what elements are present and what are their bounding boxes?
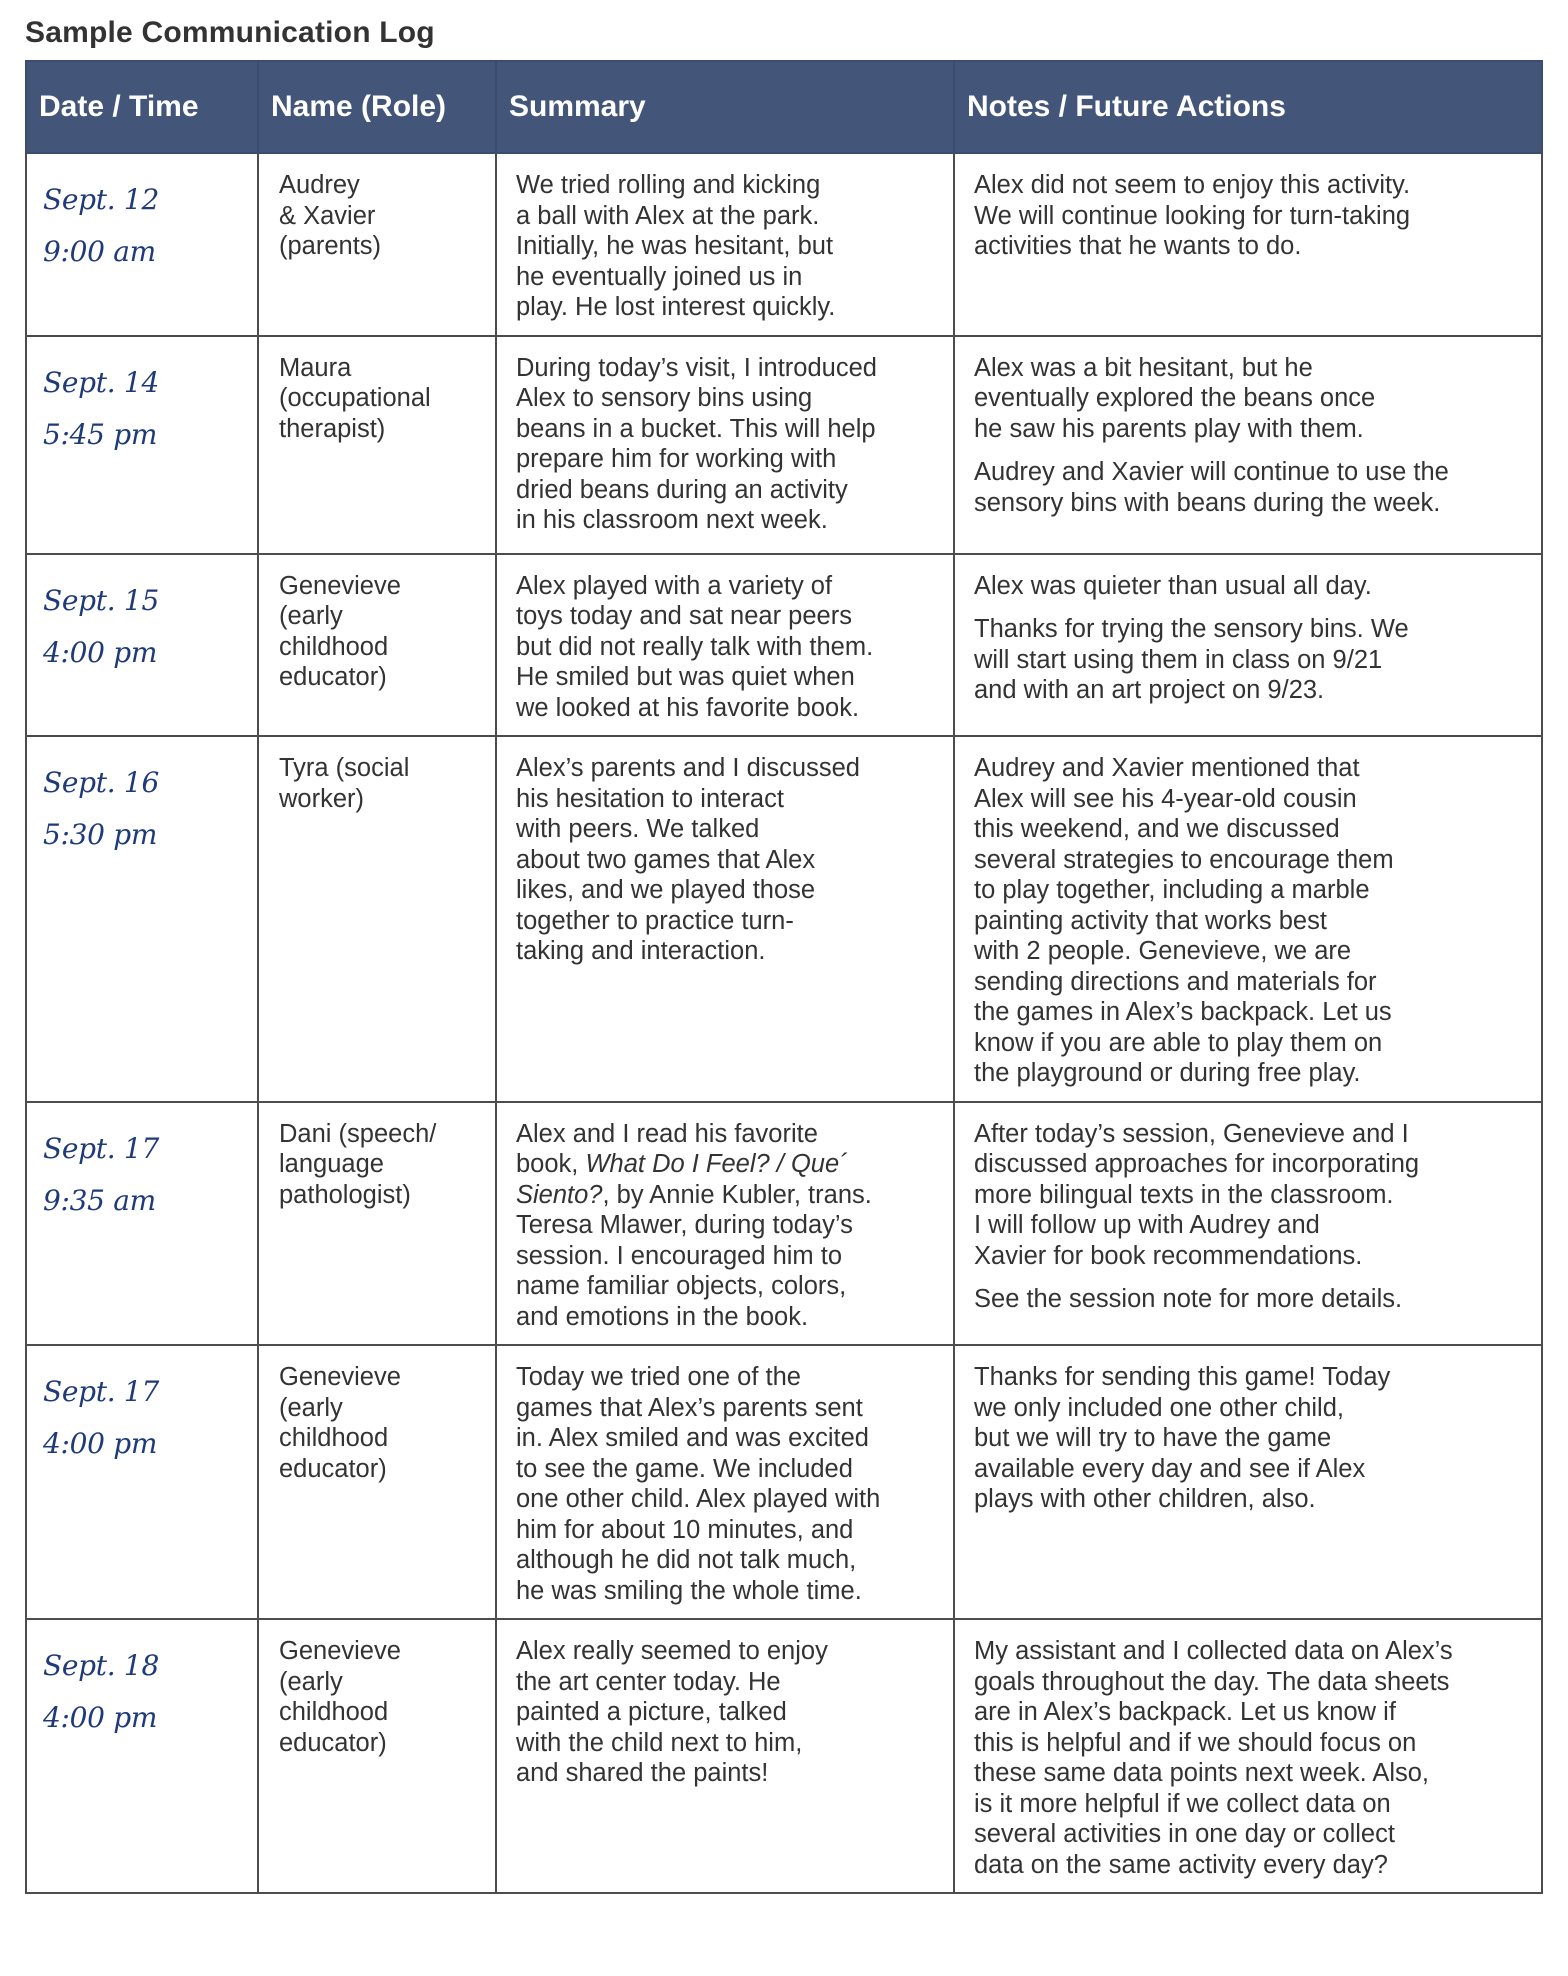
summary-cell bbox=[496, 1102, 954, 1346]
table-row bbox=[26, 336, 1542, 554]
summary-text: Alex’s parents and I discussed his hesitation to interact with peers. We talked about two games that Alex likes, and we played those together to practice turn- taking and interaction. bbox=[516, 754, 860, 965]
table-row bbox=[26, 1102, 1542, 1346]
date-time-cell bbox=[26, 554, 258, 737]
date-text: Sept. 18 bbox=[43, 1649, 159, 1682]
date-text: Sept. 15 bbox=[43, 583, 159, 617]
summary-text-after: , by Annie Kubler, trans. Teresa Mlawer, during today’s session. I encouraged him to name familiar objects, colors, and emotions in the book. bbox=[516, 1180, 872, 1331]
name-role-cell bbox=[258, 1345, 496, 1619]
summary-cell bbox=[496, 1619, 954, 1893]
notes-text: Alex did not seem to enjoy this activity. We will continue looking for turn-taking activities that he wants to do. bbox=[974, 171, 1411, 260]
name-role-text: Audrey & Xavier (parents) bbox=[279, 171, 382, 260]
summary-text bbox=[516, 1119, 935, 1333]
time-text: 9:35 am bbox=[43, 1183, 156, 1217]
summary-text: Alex really seemed to enjoy the art center today. He painted a picture, talked with the child next to him, and shared the paints! bbox=[516, 1637, 828, 1787]
table-row bbox=[26, 736, 1542, 1102]
notes-text: Thanks for trying the sensory bins. We will start using them in class on 9/21 and with an art project on 9/23. bbox=[974, 615, 1409, 704]
name-role-text: Dani (speech/ language pathologist) bbox=[279, 1119, 437, 1209]
column-header-notes: Notes / Future Actions bbox=[954, 61, 1542, 153]
time-text: 4:00 pm bbox=[43, 1701, 158, 1734]
name-role-cell bbox=[258, 153, 496, 336]
notes-text: Alex was quieter than usual all day. bbox=[974, 571, 1372, 600]
notes-cell bbox=[954, 336, 1542, 554]
name-role-text: Tyra (social worker) bbox=[279, 754, 410, 813]
table-row bbox=[26, 153, 1542, 336]
notes-text: Audrey and Xavier will continue to use the sensory bins with beans during the week. bbox=[974, 458, 1449, 517]
date-time-cell bbox=[26, 1102, 258, 1346]
name-role-text: Maura (occupational therapist) bbox=[279, 353, 431, 443]
summary-cell bbox=[496, 1345, 954, 1619]
date-time-cell bbox=[26, 153, 258, 336]
time-text: 5:30 pm bbox=[43, 818, 158, 851]
date-time-cell bbox=[26, 336, 258, 554]
name-role-cell bbox=[258, 554, 496, 737]
summary-text: We tried rolling and kicking a ball with Alex at the park. Initially, he was hesitant, but he eventually joined us in play. He lost interest quickly. bbox=[516, 171, 836, 321]
notes-cell bbox=[954, 1619, 1542, 1893]
name-role-cell bbox=[258, 336, 496, 554]
summary-cell bbox=[496, 153, 954, 336]
notes-cell bbox=[954, 736, 1542, 1102]
date-text: Sept. 14 bbox=[43, 365, 159, 399]
header-row bbox=[26, 61, 1542, 153]
date-text: Sept. 12 bbox=[43, 183, 159, 216]
table-row bbox=[26, 1619, 1542, 1893]
date-text: Sept. 16 bbox=[43, 766, 159, 799]
notes-cell bbox=[954, 1345, 1542, 1619]
name-role-cell bbox=[258, 1619, 496, 1893]
date-time-cell bbox=[26, 1619, 258, 1893]
notes-cell bbox=[954, 1102, 1542, 1346]
time-text: 9:00 am bbox=[43, 235, 156, 268]
time-text: 4:00 pm bbox=[43, 1427, 158, 1460]
summary-cell bbox=[496, 736, 954, 1102]
communication-log-table bbox=[25, 60, 1543, 1894]
notes-text: My assistant and I collected data on Alex’s goals throughout the day. The data sheets are in Alex’s backpack. Let us know if this is helpful and if we should focus on these same data points next week. Also, is it more helpful if we collect data on several activities in one day or collect data on the same activity every day? bbox=[974, 1637, 1453, 1879]
notes-text: Alex was a bit hesitant, but he eventually explored the beans once he saw his parents play with them. bbox=[974, 353, 1376, 443]
date-time-cell bbox=[26, 736, 258, 1102]
notes-cell bbox=[954, 554, 1542, 737]
date-text: Sept. 17 bbox=[43, 1375, 159, 1408]
summary-text: During today’s visit, I introduced Alex to sensory bins using beans in a bucket. This will help prepare him for working with dried beans during an activity in his classroom next week. bbox=[516, 353, 877, 534]
page-title: Sample Communication Log bbox=[25, 16, 435, 49]
book-title: What Do I Feel? / Que´ Siento? bbox=[516, 1150, 848, 1209]
column-header-summary: Summary bbox=[496, 61, 954, 153]
notes-text: After today’s session, Genevieve and I discussed approaches for incorporating more bilingual texts in the classroom. I will follow up with Audrey and Xavier for book recommendations. bbox=[974, 1119, 1420, 1270]
summary-text: Alex played with a variety of toys today and sat near peers but did not really talk with them. He smiled but was quiet when we looked at his favorite book. bbox=[516, 571, 874, 722]
name-role-text: Genevieve (early childhood educator) bbox=[279, 1637, 401, 1757]
name-role-cell bbox=[258, 1102, 496, 1346]
notes-text: Audrey and Xavier mentioned that Alex will see his 4-year-old cousin this weekend, and we discussed several strategies to encourage them to play together, including a marble painting activity that works best with 2 people. Genevieve, we are sending directions and materials for the games in Alex’s backpack. Let us know if you are able to play them on the playground or during free play. bbox=[974, 754, 1394, 1087]
date-time-cell bbox=[26, 1345, 258, 1619]
summary-cell bbox=[496, 336, 954, 554]
notes-cell bbox=[954, 153, 1542, 336]
summary-cell bbox=[496, 554, 954, 737]
name-role-text: Genevieve (early childhood educator) bbox=[279, 571, 401, 691]
table-row bbox=[26, 1345, 1542, 1619]
summary-text-before: Alex and I read his favorite book, bbox=[516, 1119, 818, 1178]
date-text: Sept. 17 bbox=[43, 1131, 159, 1165]
time-text: 4:00 pm bbox=[43, 635, 158, 669]
notes-text: Thanks for sending this game! Today we only included one other child, but we will try to have the game available every day and see if Alex plays with other children, also. bbox=[974, 1363, 1391, 1513]
table-row bbox=[26, 554, 1542, 737]
name-role-cell bbox=[258, 736, 496, 1102]
name-role-text: Genevieve (early childhood educator) bbox=[279, 1363, 401, 1483]
column-header-date-time: Date / Time bbox=[26, 61, 258, 153]
table-header bbox=[26, 61, 1542, 153]
column-header-name-role: Name (Role) bbox=[258, 61, 496, 153]
table-body bbox=[26, 153, 1542, 1893]
summary-text: Today we tried one of the games that Alex’s parents sent in. Alex smiled and was excited to see the game. We included one other child. Alex played with him for about 10 minutes, and although he did not talk much, he was smiling the whole time. bbox=[516, 1363, 881, 1605]
time-text: 5:45 pm bbox=[43, 417, 158, 451]
notes-text: See the session note for more details. bbox=[974, 1285, 1403, 1313]
